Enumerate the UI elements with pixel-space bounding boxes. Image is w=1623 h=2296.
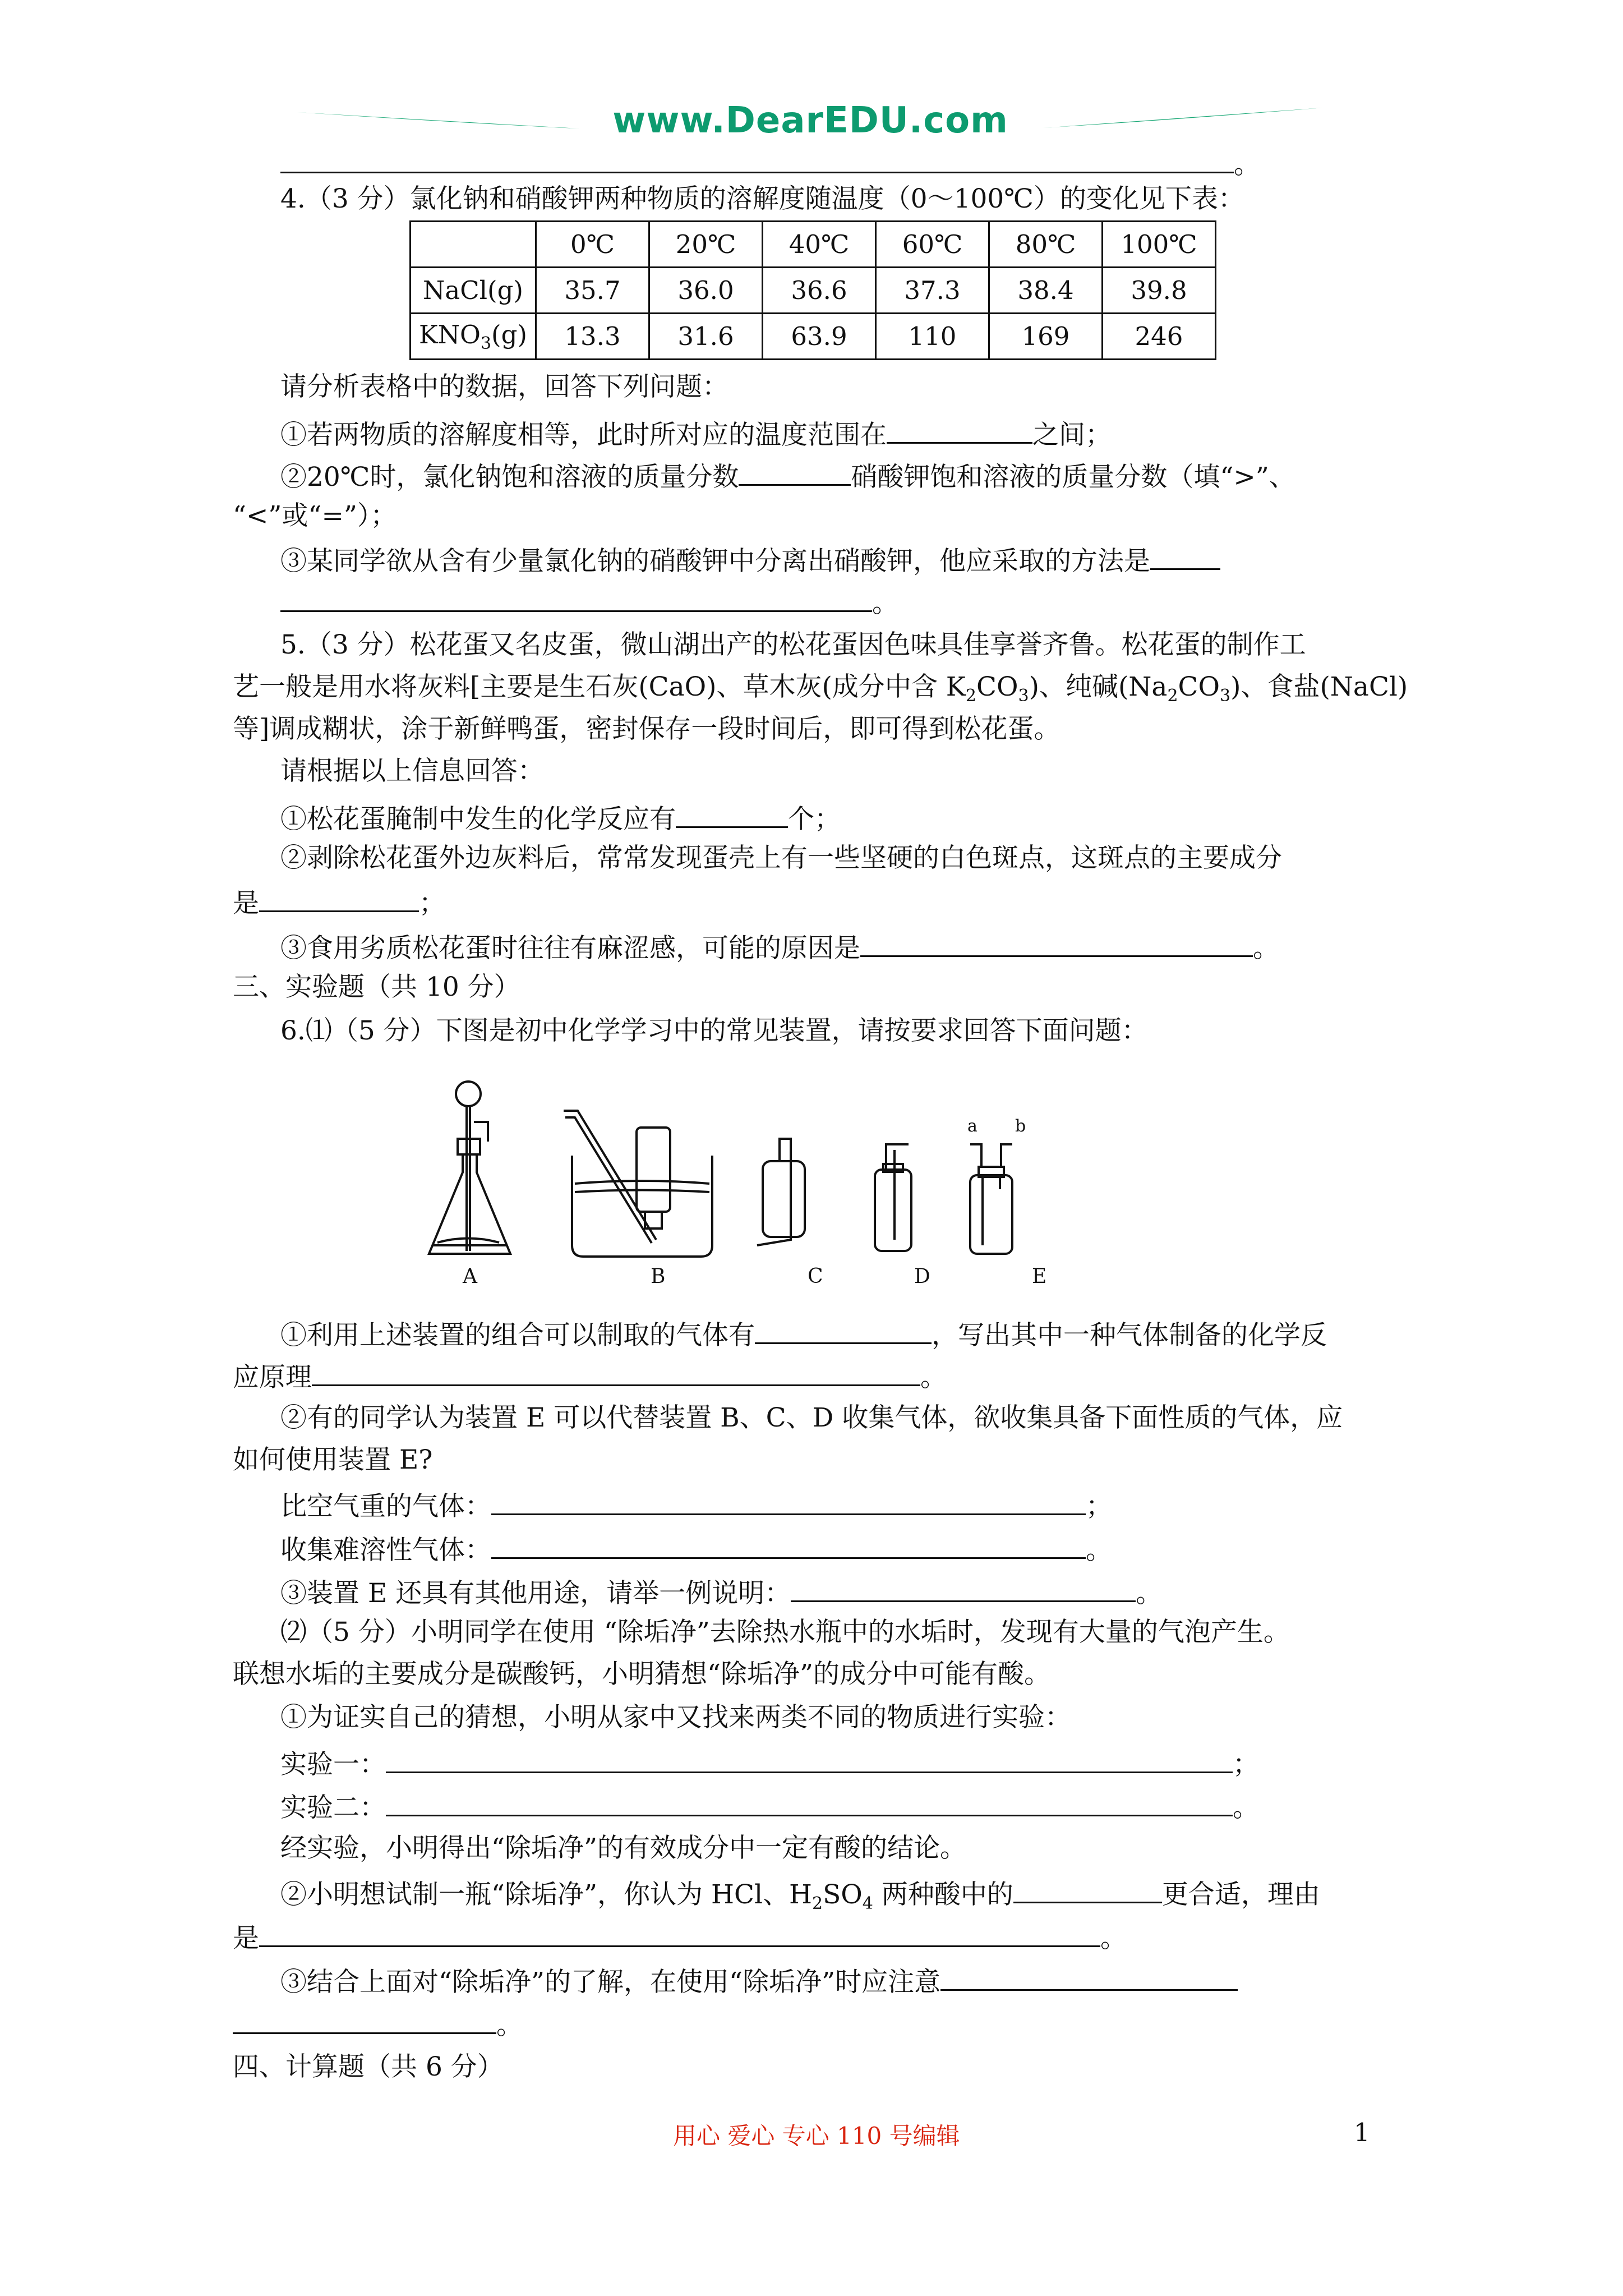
q6-sub3: ③装置 E 还具有其他用途，请举一例说明： 。	[280, 1573, 1162, 1611]
table-cell: 36.0	[649, 268, 763, 314]
answer-blank[interactable]	[739, 457, 851, 486]
site-banner	[297, 95, 1324, 146]
experiment2-line: 实验二： 。	[280, 1788, 1259, 1825]
q6-part2-sub2: ②小明想试制一瓶“除垢净”，你认为 HCl、$H_2SO_4$ 两种酸中的 更合适，理由	[280, 1875, 1320, 1921]
figure-label-d: D	[914, 1265, 930, 1288]
q6-part2-sub2-cont: 是 。	[233, 1918, 1127, 1955]
answer-blank[interactable]	[755, 1315, 932, 1344]
table-cell: 13.3	[536, 314, 649, 360]
table-header-cell: 40℃	[763, 222, 876, 268]
figure-label-c: C	[808, 1265, 823, 1288]
table-row-kno3	[411, 314, 1216, 360]
q4-sub1: ①若两物质的溶解度相等，此时所对应的温度范围在 之间；	[280, 415, 1112, 452]
q4-sub2-cont: “<”或“=”）；	[233, 500, 397, 531]
answer-blank[interactable]	[233, 2005, 496, 2034]
figure-label-b: B	[651, 1265, 666, 1288]
table-header-cell: 80℃	[989, 222, 1103, 268]
q6-sub1: ①利用上述装置的组合可以制取的气体有 ，写出其中一种气体制备的化学反	[280, 1315, 1327, 1352]
q6-part2-sub3: ③结合上面对“除垢净”的了解，在使用“除垢净”时应注意	[280, 1962, 1238, 1999]
conclusion-line: 经实验，小明得出“除垢净”的有效成分中一定有酸的结论。	[280, 1833, 967, 1864]
table-cell: 36.6	[763, 268, 876, 314]
q5-line2: 艺一般是用水将灰料[主要是生石灰(CaO)、草木灰(成分中含 $K_2CO_3$)、纯碱$(Na_2CO_3)$、食盐(NaCl)	[233, 671, 1408, 706]
answer-blank[interactable]	[491, 1487, 1086, 1515]
q3-answer-line: 。	[280, 145, 1260, 182]
answer-blank[interactable]	[491, 1530, 1086, 1559]
q4-intro: 4.（3 分）氯化钠和硝酸钾两种物质的溶解度随温度（0～100℃）的变化见下表：	[280, 183, 1244, 214]
table-cell: 35.7	[536, 268, 649, 314]
table-cell: 39.8	[1103, 268, 1216, 314]
q4-sub3-cont: 。	[280, 583, 898, 620]
q6-part2-sub1: ①为证实自己的猜想，小明从家中又找来两类不同的物质进行实验：	[280, 1702, 1071, 1733]
q6-part2-line2: 联想水垢的主要成分是碳酸钙，小明猜想“除垢净”的成分中可能有酸。	[233, 1659, 1051, 1690]
insoluble-gas-line: 收集难溶性气体： 。	[280, 1530, 1112, 1567]
table-cell: 38.4	[989, 268, 1103, 314]
answer-blank[interactable]	[259, 884, 419, 912]
table-cell: 63.9	[763, 314, 876, 360]
apparatus-figure	[421, 1077, 1094, 1292]
q5-sub3: ③食用劣质松花蛋时往往有麻涩感，可能的原因是 。	[280, 928, 1279, 965]
answer-blank[interactable]	[280, 583, 872, 612]
answer-blank[interactable]	[676, 799, 788, 828]
table-row-nacl	[411, 268, 1216, 314]
q5-sub2-cont: 是 ；	[233, 884, 445, 921]
q5-prompt: 请根据以上信息回答：	[280, 756, 544, 786]
table-header-cell: 100℃	[1103, 222, 1216, 268]
q5-sub2: ②剥除松花蛋外边灰料后，常常发现蛋壳上有一些坚硬的白色斑点，这斑点的主要成分	[280, 843, 1282, 873]
q5-line3: 等]调成糊状，涂于新鲜鸭蛋，密封保存一段时间后，即可得到松花蛋。	[233, 714, 1061, 744]
row-label: $KNO_3(g)$	[411, 314, 536, 360]
q4-sub2: ②20℃时，氯化钠饱和溶液的质量分数 硝酸钾饱和溶液的质量分数（填“>”、	[280, 457, 1295, 494]
table-cell: 110	[876, 314, 989, 360]
q5-sub1: ①松花蛋腌制中发生的化学反应有 个；	[280, 799, 841, 836]
answer-blank[interactable]	[312, 1358, 920, 1386]
answer-blank[interactable]	[280, 145, 1234, 173]
q6-intro: 6.⑴（5 分）下图是初中化学学习中的常见装置，请按要求回答下面问题：	[280, 1015, 1148, 1046]
table-cell: 31.6	[649, 314, 763, 360]
section-title: 三、实验题（共 10 分）	[233, 972, 520, 1002]
experiment1-line: 实验一： ；	[280, 1745, 1259, 1782]
heavy-gas-line: 比空气重的气体： ；	[280, 1487, 1112, 1524]
table-header-cell: 0℃	[536, 222, 649, 268]
answer-blank[interactable]	[386, 1788, 1233, 1816]
answer-blank[interactable]	[860, 928, 1253, 957]
answer-blank[interactable]	[1013, 1875, 1162, 1903]
footer-text: 用心 爱心 专心 110 号编辑	[673, 2122, 960, 2150]
table-header-cell: 60℃	[876, 222, 989, 268]
solubility-table	[409, 220, 1216, 360]
q6-sub1-cont: 应原理 。	[233, 1358, 947, 1395]
row-label: NaCl(g)	[411, 268, 536, 314]
brand-text: www.DearEDU.com	[612, 100, 1008, 141]
table-corner-cell	[411, 222, 536, 268]
q6-sub2-cont: 如何使用装置 E?	[233, 1444, 433, 1475]
q5-line1: 5.（3 分）松花蛋又名皮蛋，微山湖出产的松花蛋因色味具佳享誉齐鲁。松花蛋的制作工	[280, 629, 1306, 660]
q4-sub3: ③某同学欲从含有少量氯化钠的硝酸钾中分离出硝酸钾，他应采取的方法是	[280, 541, 1220, 578]
table-cell: 169	[989, 314, 1103, 360]
answer-blank[interactable]	[259, 1918, 1100, 1947]
figure-label-a: A	[463, 1265, 477, 1288]
answer-blank[interactable]	[1150, 541, 1220, 570]
answer-blank[interactable]	[791, 1573, 1136, 1602]
q6-part2-line1: ⑵（5 分）小明同学在使用 “除垢净”去除热水瓶中的水垢时，发现有大量的气泡产生。	[280, 1617, 1290, 1648]
answer-blank[interactable]	[386, 1745, 1233, 1773]
page-number: 1	[1354, 2118, 1370, 2147]
section-title: 四、计算题（共 6 分）	[233, 2051, 504, 2082]
answer-blank[interactable]	[887, 415, 1032, 444]
q4-prompt: 请分析表格中的数据，回答下列问题：	[280, 371, 728, 402]
table-header-cell: 20℃	[649, 222, 763, 268]
port-label-b: b	[1015, 1116, 1026, 1136]
answer-blank[interactable]	[940, 1962, 1238, 1991]
figure-label-e: E	[1032, 1265, 1047, 1288]
q6-sub2: ②有的同学认为装置 E 可以代替装置 B、C、D 收集气体，欲收集具备下面性质的气体，应	[280, 1402, 1343, 1433]
table-header-row	[411, 222, 1216, 268]
table-cell: 246	[1103, 314, 1216, 360]
q6-part2-sub3-cont: 。	[233, 2005, 523, 2042]
table-cell: 37.3	[876, 268, 989, 314]
port-label-a: a	[967, 1116, 978, 1136]
lab-apparatus-icon	[421, 1077, 1094, 1290]
